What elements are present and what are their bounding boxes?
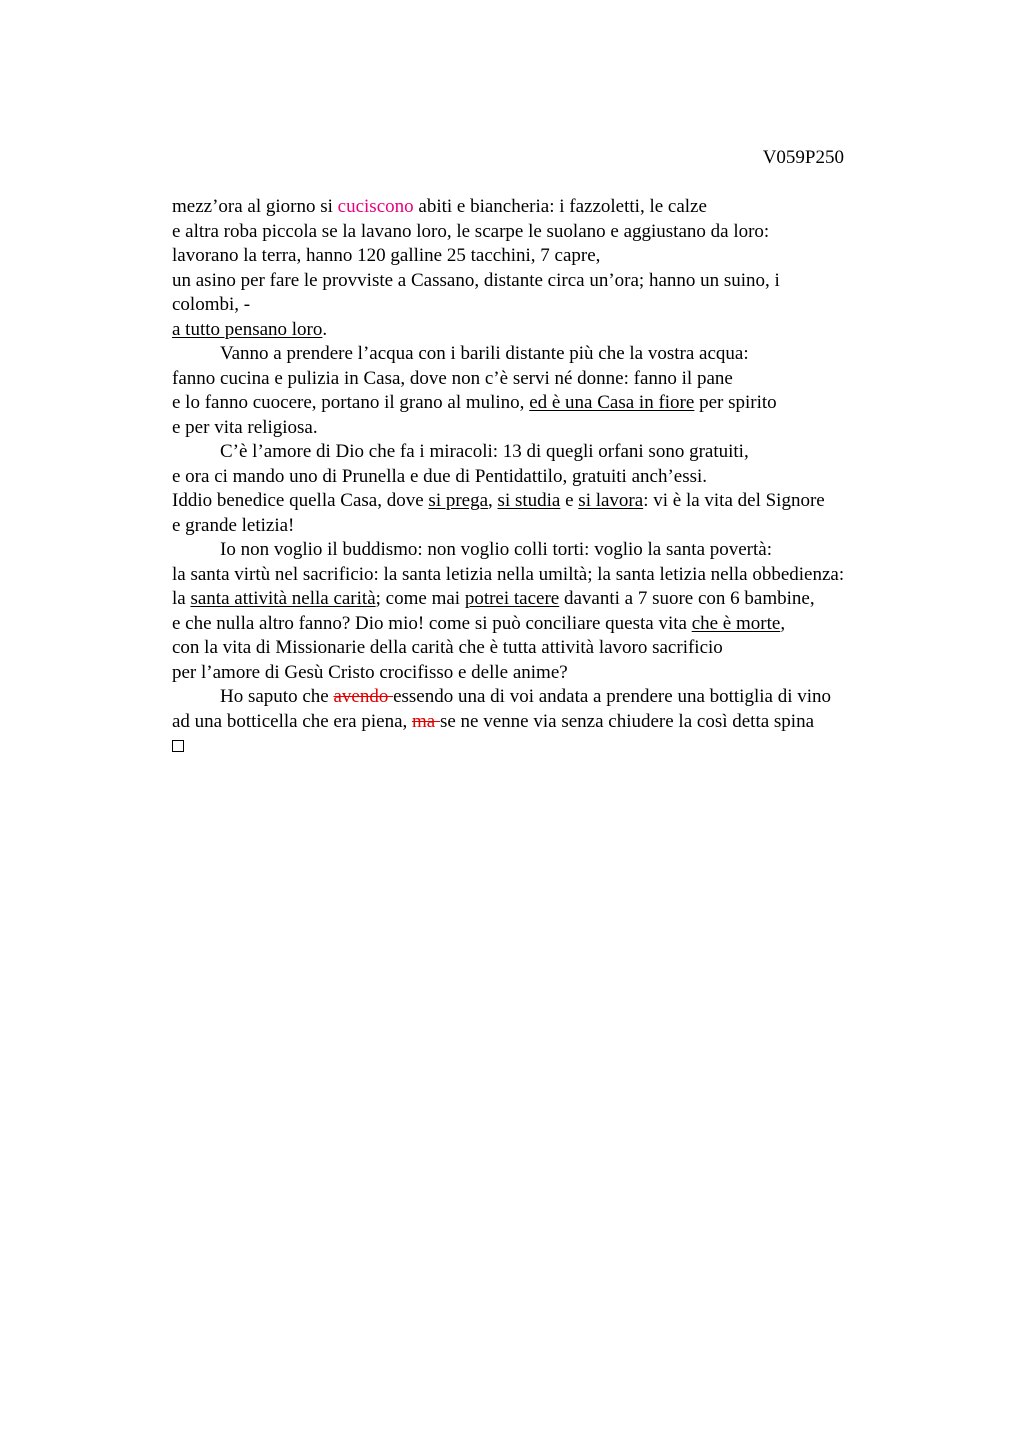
paragraph-start [172,538,932,563]
text-span: e grande letizia! [172,514,295,536]
text-span: e ora ci mando uno di Prunella e due di Pentidattilo, gratuiti anch’essi. [172,465,708,487]
text-span: essendo una di voi andata a prendere una bottiglia di vino [393,686,832,707]
underlined-phrase: santa attività nella carità [190,588,376,609]
text-span: la santa virtù nel sacrificio: la santa letizia nella umiltà; la santa letizia nella obbedienza: [172,563,845,585]
text-line [172,391,932,416]
text-line [172,636,932,661]
text-line [172,612,932,637]
text-span: e [560,490,579,511]
text-span: Iddio benedice quella Casa, dove [172,490,429,511]
text-line [172,710,932,735]
text-line [172,563,932,588]
text-span: , [780,612,786,634]
underlined-phrase: si prega [428,490,489,511]
text-span: abiti e biancheria: i fazzoletti, le calze [413,196,707,217]
text-line [172,734,932,760]
text-line [172,367,932,392]
text-line [172,489,932,514]
text-line [172,661,932,686]
text-span: . [322,318,328,340]
square-box-icon [172,740,184,752]
text-span: e lo fanno cuocere, portano il grano al mulino, [172,392,530,413]
text-span: un asino per fare le provviste a Cassano, distante circa un’ora; hanno un suino, i [172,269,780,291]
page-identifier: V059P250 [762,147,844,168]
text-line [172,195,932,220]
underlined-phrase: ed è una Casa in fiore [529,392,695,413]
deleted-word: ma [412,710,440,732]
text-line [172,269,932,294]
text-span: la [172,588,191,609]
text-line [172,293,932,318]
text-line [172,220,932,245]
corrected-word: cuciscono [337,196,414,217]
text-span: : vi è la vita del Signore [643,490,825,511]
underlined-phrase: che è morte [691,612,781,634]
text-line [172,244,932,269]
text-span: colombi, - [172,294,251,315]
text-line [172,587,932,612]
paragraph-start [172,440,932,465]
letter-body [172,195,932,760]
text-span: C’è l’amore di Dio che fa i miracoli: 13 di quegli orfani sono gratuiti, [220,441,749,462]
text-span: ad una botticella che era piena, [172,710,413,732]
text-line [172,514,932,539]
deleted-word: avendo [333,686,394,707]
text-span: per l’amore di Gesù Cristo crocifisso e delle anime? [172,661,568,683]
text-line [172,318,932,343]
underlined-phrase: a tutto pensano loro [172,318,323,340]
paragraph-start [172,685,932,710]
text-span: Vanno a prendere l’acqua con i barili distante più che la vostra acqua: [220,343,749,364]
text-line [172,465,932,490]
text-span: Io non voglio il buddismo: non voglio colli torti: voglio la santa povertà: [220,539,773,560]
text-span: , [488,490,498,511]
underlined-phrase: si lavora [578,490,644,511]
text-span: e altra roba piccola se la lavano loro, le scarpe le suolano e aggiustano da loro: [172,220,770,242]
paragraph-start [172,342,932,367]
text-span: e per vita religiosa. [172,416,318,438]
text-span: davanti a 7 suore con 6 bambine, [559,588,815,609]
underlined-phrase: potrei tacere [464,588,560,609]
text-span: fanno cucina e pulizia in Casa, dove non c’è servi né donne: fanno il pane [172,367,733,389]
underlined-phrase: si studia [497,490,561,511]
text-span: ; come mai [375,588,465,609]
text-span: per spirito [694,392,777,413]
text-line [172,416,932,441]
text-span: Ho saputo che [220,686,334,707]
text-span: con la vita di Missionarie della carità che è tutta attività lavoro sacrificio [172,637,723,658]
text-span: e che nulla altro fanno? Dio mio! come si può conciliare questa vita [172,612,692,634]
text-span: se ne venne via senza chiudere la così detta spina [439,710,815,732]
text-span: lavorano la terra, hanno 120 galline 25 tacchini, 7 capre, [172,245,601,266]
text-span: mezz’ora al giorno si [172,196,338,217]
